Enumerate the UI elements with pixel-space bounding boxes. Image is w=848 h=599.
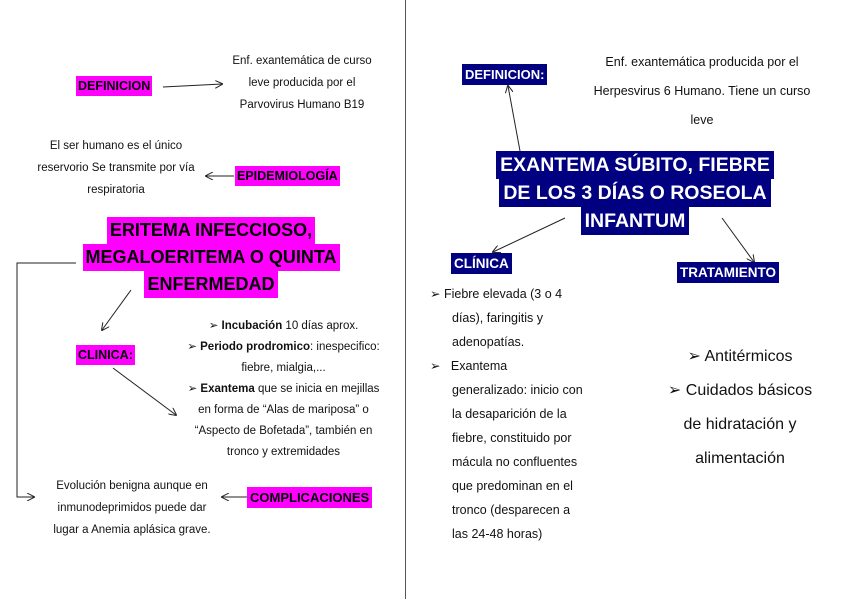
list-item: ➢ Periodo prodromico: inespecifico: <box>187 341 380 353</box>
main-title-right: EXANTEMA SÚBITO, FIEBRE DE LOS 3 DÍAS O ROSEOLA INFANTUM <box>490 151 780 235</box>
main-title-left: ERITEMA INFECCIOSO, MEGALOERITEMA O QUINTA ENFERMEDAD <box>76 217 346 298</box>
definicion-label-right: DEFINICION: <box>462 64 547 85</box>
list-item: ➢ Exantema <box>430 359 508 373</box>
complicaciones-label: COMPLICACIONES <box>247 487 372 508</box>
epidemiologia-label: EPIDEMIOLOGÍA <box>235 166 340 186</box>
definicion-text-right: Enf. exantemática producida por el Herpesvirus 6 Humano. Tiene un curso leve <box>593 55 811 127</box>
complicaciones-text: Evolución benigna aunque en inmunodeprimidos puede dar lugar a Anemia aplásica grave. <box>53 480 211 536</box>
definicion-label-left: DEFINICION <box>76 76 152 96</box>
clinica-list-left: ➢ Incubación 10 días aprox. ➢ Periodo prodromico: inespecifico: fiebre, mialgia,... ➢ Exantema que se inicia en mejillas en forma de “Alas de mariposa” o “Aspecto de Bofetada”, también en tronco y extremidades <box>176 316 391 463</box>
list-item: ➢ Fiebre elevada (3 o 4 <box>430 287 563 301</box>
list-item: ➢ Exantema que se inicia en mejillas <box>187 383 380 395</box>
tratamiento-label: TRATAMIENTO <box>677 262 779 283</box>
clinica-label-left: CLINICA: <box>76 345 135 365</box>
epidemiologia-text: El ser humano es el único reservorio Se transmite por vía respiratoria <box>37 140 195 196</box>
list-item: ➢ Incubación 10 días aprox. <box>208 320 359 332</box>
clinica-label-right: CLÍNICA <box>451 253 512 274</box>
list-item: ➢ Antitérmicos <box>687 348 793 365</box>
clinica-list-right: ➢ Fiebre elevada (3 o 4 días), faringitis y adenopatías. ➢ Exantema generalizado: inicio con la desaparición de la fiebre, constituido por mácula no confluentes que predominan en el tronco (desparecen a las 24-48 horas) <box>430 282 610 546</box>
tratamiento-list: ➢ Antitérmicos ➢ Cuidados básicos de hidratación y alimentación <box>645 340 835 476</box>
list-item: ➢ Cuidados básicos <box>667 382 813 399</box>
definicion-text-left: Enf. exantemática de curso leve producida por el Parvovirus Humano B19 <box>232 55 372 111</box>
